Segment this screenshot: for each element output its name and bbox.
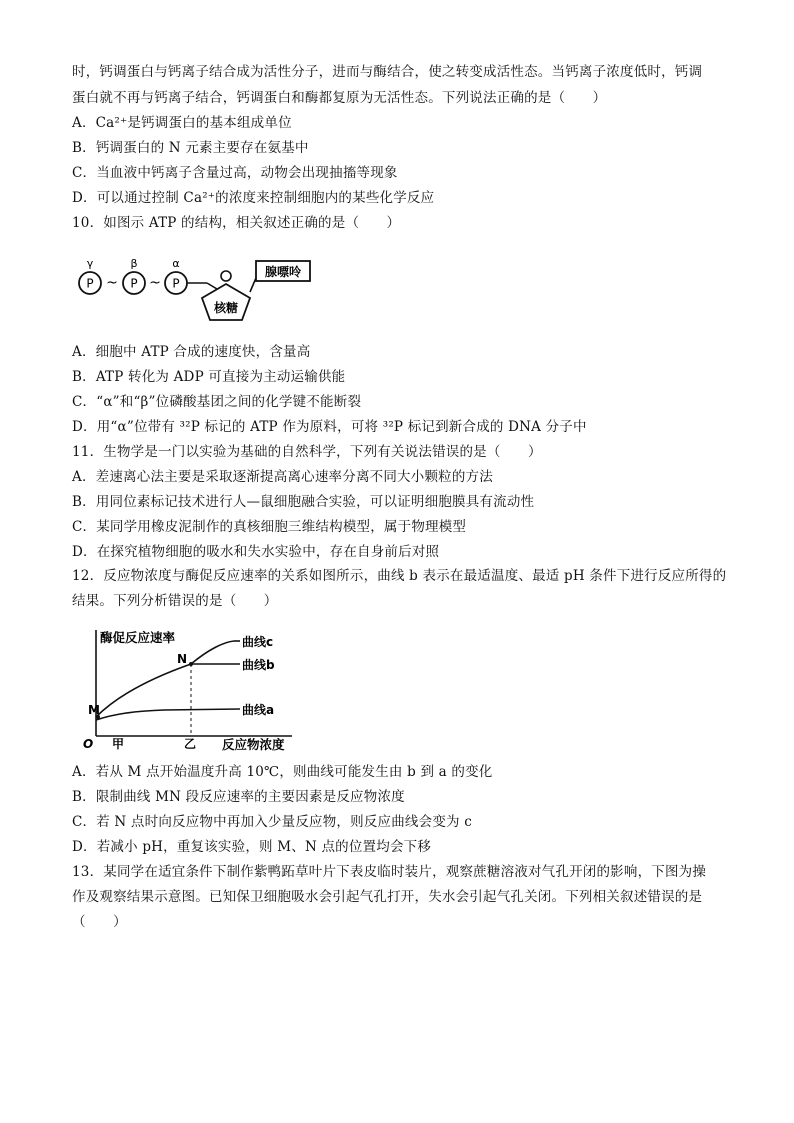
q10-stem: 10．如图示 ATP 的结构，相关叙述正确的是（ ） [72, 215, 401, 231]
y-axis-label: 酶促反应速率 [100, 630, 176, 645]
point-n [189, 662, 193, 666]
x-axis-label: 反应物浓度 [222, 737, 285, 752]
svg-text:P: P [86, 276, 94, 291]
q9-stem-line1: 时，钙调蛋白与钙离子结合成为活性分子，进而与酶结合，使之转变成活性态。当钙离子浓度低时，钙调 [72, 64, 703, 80]
q12-option-c: C．若 N 点时向反应物中再加入少量反应物，则反应曲线会变为 c [72, 814, 472, 830]
q9-option-b: B．钙调蛋白的 N 元素主要存在氨基中 [72, 140, 309, 156]
adenine-label: 腺嘌呤 [264, 265, 302, 279]
atp-structure-figure [74, 252, 324, 324]
high-energy-bond-1: ~ [106, 275, 118, 291]
phosphate-gamma [79, 272, 101, 294]
ribose-label: 核糖 [213, 301, 239, 315]
curve-a-line [96, 709, 240, 720]
q11-option-c: C．某同学用橡皮泥制作的真核细胞三维结构模型，属于物理模型 [72, 519, 467, 535]
q12-option-d: D．若减小 pH，重复该实验，则 M、N 点的位置均会下移 [72, 839, 432, 855]
x-tick-jia: 甲 [112, 737, 125, 751]
q13-stem-line3: （ ） [72, 914, 127, 930]
q11-option-d: D．在探究植物细胞的吸水和失水实验中，存在自身前后对照 [72, 544, 440, 560]
q9-stem-line2: 蛋白就不再与钙离子结合，钙调蛋白和酶都复原为无活性态。下列说法正确的是（ ） [72, 90, 607, 106]
q12-option-a: A．若从 M 点开始温度升高 10℃，则曲线可能发生由 b 到 a 的变化 [72, 764, 493, 780]
adenine-base [256, 261, 310, 281]
x-tick-yi: 乙 [184, 737, 197, 751]
q10-option-c: C．“α”和“β”位磷酸基团之间的化学键不能断裂 [72, 394, 362, 410]
svg-text:P: P [172, 276, 180, 291]
series-label-b: 曲线b [242, 658, 275, 672]
phosphate-alpha [165, 272, 187, 294]
q10-option-d: D．用“α”位带有 ³²P 标记的 ATP 作为原料，可将 ³²P 标记到新合成的 DNA 分子中 [72, 419, 587, 435]
q11-stem: 11．生物学是一门以实验为基础的自然科学，下列有关说法错误的是（ ） [72, 444, 542, 460]
high-energy-bond-2: ~ [149, 275, 161, 291]
beta-label: β [130, 257, 138, 270]
alpha-label: α [172, 257, 180, 270]
gamma-label: γ [86, 257, 94, 270]
ribose-sugar [202, 271, 250, 320]
point-n-label: N [177, 652, 188, 666]
q12-stem-line1: 12．反应物浓度与酶促反应速率的关系如图所示，曲线 b 表示在最适温度、最适 pH 条件下进行反应所得的 [72, 568, 727, 584]
enzyme-rate-chart [74, 622, 304, 752]
q12-stem-line2: 结果。下列分析错误的是（ ） [72, 593, 278, 609]
q9-option-c: C．当血液中钙离子含量过高，动物会出现抽搐等现象 [72, 165, 398, 181]
q11-option-b: B．用同位素标记技术进行人—鼠细胞融合实验，可以证明细胞膜具有流动性 [72, 494, 535, 510]
q9-option-d: D．可以通过控制 Ca²⁺的浓度来控制细胞内的某些化学反应 [72, 190, 435, 206]
q13-stem-line2: 作及观察结果示意图。已知保卫细胞吸水会引起气孔打开，失水会引起气孔关闭。下列相关叙述错误的是 [72, 889, 703, 905]
q13-stem-line1: 13．某同学在适宜条件下制作紫鸭跖草叶片下表皮临时装片，观察蔗糖溶液对气孔开闭的影响，下图为操 [72, 864, 707, 880]
series-label-a: 曲线a [242, 703, 275, 717]
point-m-label: M [88, 703, 100, 717]
svg-text:P: P [130, 276, 138, 291]
q10-option-a: A．细胞中 ATP 合成的速度快，含量高 [72, 344, 311, 360]
series-label-c: 曲线c [242, 635, 274, 649]
q12-option-b: B．限制曲线 MN 段反应速率的主要因素是反应物浓度 [72, 789, 405, 805]
phosphate-beta [123, 272, 145, 294]
q11-option-a: A．差速离心法主要是采取逐渐提高离心速率分离不同大小颗粒的方法 [72, 469, 493, 485]
origin-label: O [83, 737, 94, 751]
curve-c-line [191, 641, 234, 664]
q9-option-a: A．Ca²⁺是钙调蛋白的基本组成单位 [72, 115, 292, 131]
q10-option-b: B．ATP 转化为 ADP 可直接为主动运输供能 [72, 369, 346, 385]
